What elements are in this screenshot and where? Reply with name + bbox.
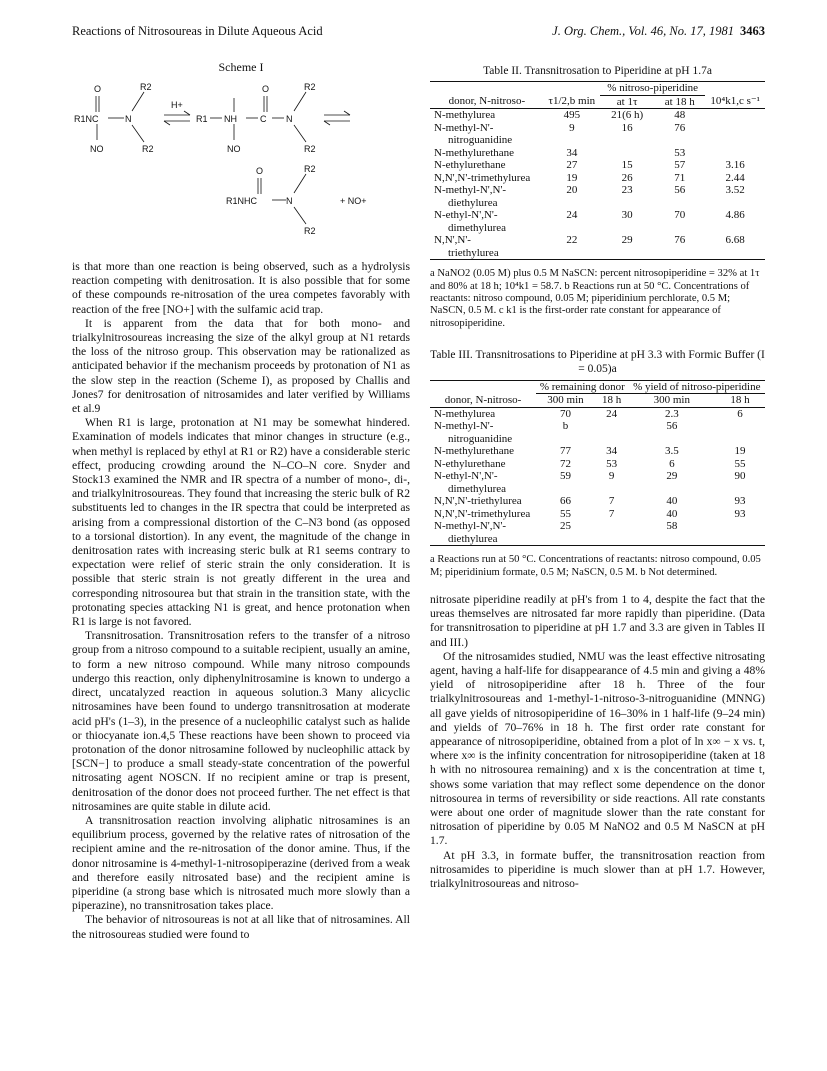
journal-citation: J. Org. Chem., Vol. 46, No. 17, 1981	[552, 24, 734, 38]
body-paragraph: nitrosate piperidine readily at pH's from 1 to 4, despite the fact that the ureas themselves are nitrosated far more rapidly than piperidine. (Data for transnitrosation to piperidine at pH 1.7 and 3.3 are given in Tables II and III.)	[430, 592, 765, 649]
scheme-atom: R2	[304, 144, 316, 155]
donor-cell	[430, 209, 544, 234]
scheme-atom: R1NHC	[226, 196, 258, 207]
donor-cell	[430, 234, 544, 260]
donor-name: N-ethylurethane	[434, 159, 506, 172]
table-ii-group-header: % nitroso-piperidine	[600, 82, 705, 96]
half-life-cell: 20	[566, 184, 578, 197]
table-ii-footnote: a NaNO2 (0.05 M) plus 0.5 M NaSCN: percent nitrosopiperidine = 32% at 1τ and 80% at 18 h; 10⁴k1 = 58.7. b Reactions run at 50 °C. Concentrations of reactants: nitroso compound, 0.05 M; piperidinium perchlorate, 0.5 M; NaSCN, 0.5 M. c k1 is the first-order rate constant for appearance of nitrosopiperidine.	[430, 268, 760, 329]
donor-cell	[430, 420, 536, 445]
table-ii-col-at-t: at 1τ	[616, 95, 638, 108]
table-iii-footnote: a Reactions run at 50 °C. Concentrations of reactants: nitroso compound, 0.05 M; piperidinium formate, 0.5 M; NaSCN, 0.5 M. b Not determined.	[430, 554, 761, 578]
table-iii	[430, 380, 765, 547]
half-life-cell: 19	[566, 171, 578, 184]
yield-1tau-cell: 21(6 h)	[611, 109, 644, 122]
donor-cell	[430, 172, 544, 185]
body-paragraph: Of the nitrosamides studied, NMU was the least effective nitrosating agent, having a half-life for disappearance of 4.5 min and giving a 48% yield of nitrosopiperidine after 18 h. Three of the four trialkylnitrosoureas and 1-methyl-1-nitroso-3-nitroguanidine (MNNG) all gave yields of nitrosopiperidine of 16–30% in 1 half-life (9–24 min) and yields of 70–76% in 18 h. The first order rate constant for appearance of nitrosopiperidine, obtained from a plot of ln x∞ − x vs. t, where x∞ is the infinity concentration for nitrosopiperidine (taken at 18 h with no nitrosourea remaining) and x is the concentration at time t, shows some variation that may reflect some dependence on the donor nitrosourea in terms of reversibility or side reactions. All rate constants were about one order of magnitude slower than the rate constant for nitrosation of piperidine by 0.05 M NaNO2 and 0.5 M NaSCN at pH 1.7.	[430, 649, 765, 848]
body-paragraph: It is apparent from the data that for both mono- and trialkylnitrosoureas increasing the size of the alkyl group at N1 retards the loss of the nitroso group. This observation may be rationalized as anticipated behavior if the mechanism proceeds by protonation of N1 as the slow step in the reaction (Scheme I), as proposed by Challis and Jones7 for denitrosation of nitrosamides and later verified by Williams et al.9	[72, 316, 410, 416]
yield-300-cell: 29	[666, 470, 678, 483]
table-row	[430, 407, 765, 420]
yield-18h-cell: 76	[674, 234, 686, 247]
table-ii-col-t: τ1/2,b min	[548, 95, 596, 108]
remaining-18h-cell: 9	[608, 470, 615, 483]
yield-300-cell: 58	[666, 520, 678, 533]
remaining-18h-cell: 24	[606, 407, 618, 420]
body-paragraph: At pH 3.3, in formate buffer, the transnitrosation reaction from nitrosamides to piperidine is much slower than at pH 1.7. However, trialkylnitrosoureas and nitroso-	[430, 848, 765, 891]
scheme-atom: R2	[304, 226, 316, 237]
table-iii-col-300: 300 min	[547, 394, 584, 407]
remaining-300-cell: 72	[559, 457, 571, 470]
donor-cell	[430, 407, 536, 420]
yield-300-cell: 3.5	[664, 445, 679, 458]
remaining-18h-cell	[595, 520, 629, 546]
donor-name-cont: triethylurea	[448, 246, 499, 259]
yield-1tau-cell: 16	[621, 121, 633, 134]
remaining-18h-cell: 7	[608, 495, 615, 508]
donor-cell	[430, 470, 536, 495]
donor-name-cont: nitroguanidine	[448, 134, 513, 147]
donor-name: N,N',N'-trimethylurea	[434, 171, 531, 184]
scheme-atom: N	[125, 114, 132, 125]
left-column	[72, 60, 410, 942]
donor-name: N-methyl-N'-	[434, 420, 494, 433]
yield-18h-cell: 19	[734, 445, 746, 458]
yield-300-cell: 6	[669, 457, 675, 470]
table-ii-col-donor: donor, N-nitroso-	[448, 95, 526, 108]
running-header-left: Reactions of Nitrosoureas in Dilute Aqueous Acid	[72, 24, 323, 38]
scheme-diagram	[72, 78, 410, 258]
half-life-cell: 9	[569, 121, 575, 134]
remaining-300-cell: 70	[559, 407, 571, 420]
scheme-atom: NO	[227, 144, 241, 155]
scheme-atom: NH	[224, 114, 237, 125]
donor-name: N,N',N'-triethylurea	[434, 495, 522, 508]
donor-cell	[430, 147, 544, 160]
table-row	[430, 470, 765, 495]
donor-name: N-ethyl-N',N'-	[434, 470, 498, 483]
table-row	[430, 458, 765, 471]
yield-1tau-cell	[600, 147, 654, 160]
table-iii-group-yield: % yield of nitroso-piperidine	[629, 380, 765, 394]
scheme-atom: R1	[196, 114, 208, 125]
half-life-cell: 495	[563, 109, 581, 122]
table-row	[430, 420, 765, 445]
table-row	[430, 234, 765, 260]
scheme-atom: N	[286, 196, 293, 207]
donor-name: N-methyl-N',N'-	[434, 184, 507, 197]
donor-cell	[430, 458, 536, 471]
scheme-title: Scheme I	[218, 60, 264, 74]
donor-name: N-ethylurethane	[434, 457, 506, 470]
body-paragraph: When R1 is large, protonation at N1 may be somewhat hindered. Examination of models indicates that minor changes in structure (e.g., when methyl is replaced by ethyl at R1 or R2) have a considerable steric effect, producing crowding around the N–CO–N core. Snyder and Stock13 examined the NMR and IR spectra of a number of mono-, di-, and trialkylnitrosoureas. They found that increasing the steric bulk of R2 substituents led to changes in the IR spectra that could be interpreted as arising from a compressional distortion of the C–N3 bond (as opposed to a torsional distortion). In any event, the magnitude of the change in denitrosation rates with increasing steric bulk at R1 seems contrary to expectation were relief of steric strain the only consideration. It is possible that steric strain is not greatly different in the urea and corresponding nitrosourea but that strain in the transition state, with the protonating species attacking N1 is great, and hence protonation when R1 is large is not favored.	[72, 416, 410, 629]
rate-constant-cell: 4.86	[725, 209, 745, 222]
table-ii	[430, 81, 765, 260]
remaining-18h-cell: 34	[606, 445, 618, 458]
table-row	[430, 495, 765, 508]
scheme-atom: R2	[142, 144, 154, 155]
yield-18h-cell: 6	[737, 407, 743, 420]
scheme-atom: C	[260, 114, 267, 125]
body-paragraph: The behavior of nitrosoureas is not at all like that of nitrosamines. All the nitrosoureas studied were found to	[72, 913, 410, 941]
donor-cell	[430, 445, 536, 458]
donor-name: N-methylurea	[434, 407, 496, 420]
scheme-atom: N	[286, 114, 293, 125]
table-iii-col-300: 300 min	[653, 394, 690, 407]
donor-name: N,N',N'-	[434, 234, 471, 247]
running-header-right	[552, 24, 765, 39]
yield-18h-cell: 90	[734, 470, 746, 483]
table-iii-group-remaining: % remaining donor	[536, 380, 628, 394]
rate-constant-cell: 3.52	[725, 184, 745, 197]
donor-cell	[430, 508, 536, 521]
rate-constant-cell	[705, 147, 765, 160]
body-paragraph: A transnitrosation reaction involving aliphatic nitrosamines is an equilibrium process, governed by the relative rates of nitrosation of the recipient amine and the re-nitrosation of the donor amine. Thus, if the donor nitrosamine is 4-methyl-1-nitrosopiperazine (derived from a weak and therefore easily nitrosated base) and the recipient amine is piperidine (a strong base which is nitrosated much more slowly than a piperazine), no transnitrosation takes place.	[72, 813, 410, 913]
scheme-atom: O	[262, 84, 270, 95]
half-life-cell: 24	[566, 209, 578, 222]
donor-cell	[430, 520, 536, 546]
yield-18h-cell: 70	[674, 209, 686, 222]
body-paragraph: is that more than one reaction is being observed, such as a hydrolysis reaction competing with denitrosation. It is also possible that for some of these compounds re-nitrosation of the urea competes favorably with reaction of the free [NO+] with the sulfamic acid trap.	[72, 260, 410, 316]
half-life-cell: 22	[566, 234, 578, 247]
yield-18h-cell: 56	[674, 184, 686, 197]
table-ii-col-k: 10⁴k1,c s⁻¹	[710, 95, 760, 108]
donor-cell	[430, 122, 544, 147]
scheme-atom: H+	[171, 100, 183, 111]
donor-name: N,N',N'-trimethylurea	[434, 507, 531, 520]
remaining-300-cell: 55	[559, 507, 571, 520]
donor-name: N-ethyl-N',N'-	[434, 209, 498, 222]
yield-18h-cell: 76	[674, 121, 686, 134]
yield-18h-cell: 53	[674, 146, 686, 159]
yield-18h-cell: 57	[674, 159, 686, 172]
table-row	[430, 209, 765, 234]
yield-1tau-cell: 26	[621, 171, 633, 184]
yield-1tau-cell: 23	[621, 184, 633, 197]
rate-constant-cell	[705, 122, 765, 147]
scheme-i	[72, 60, 410, 260]
table-row	[430, 520, 765, 546]
rate-constant-cell: 6.68	[725, 234, 745, 247]
donor-name: N-methylurethane	[434, 146, 515, 159]
donor-cell	[430, 109, 544, 122]
donor-name: N-methyl-N'-	[434, 121, 494, 134]
yield-18h-cell	[715, 520, 765, 546]
scheme-atom: O	[256, 166, 264, 177]
yield-300-cell: 40	[666, 495, 678, 508]
table-row	[430, 445, 765, 458]
donor-name: N-methylurea	[434, 109, 496, 122]
table-row	[430, 184, 765, 209]
yield-300-cell: 56	[666, 420, 678, 433]
remaining-300-cell: 59	[559, 470, 571, 483]
table-ii-col-18h: at 18 h	[664, 95, 695, 108]
yield-18h-cell: 48	[674, 109, 686, 122]
table-row	[430, 172, 765, 185]
table-iii-col-18h: 18 h	[730, 394, 750, 407]
yield-1tau-cell: 15	[621, 159, 633, 172]
yield-18h-cell: 93	[734, 495, 746, 508]
donor-cell	[430, 184, 544, 209]
remaining-300-cell: 66	[559, 495, 571, 508]
yield-1tau-cell: 29	[621, 234, 633, 247]
donor-name-cont: dimethylurea	[448, 221, 507, 234]
yield-18h-cell: 93	[734, 507, 746, 520]
page-number: 3463	[740, 24, 765, 38]
rate-constant-cell	[705, 109, 765, 122]
scheme-atom: R2	[304, 164, 316, 175]
donor-name: N-methyl-N',N'-	[434, 520, 507, 533]
table-iii-title: Table III. Transnitrosations to Piperidine at pH 3.3 with Formic Buffer (I = 0.05)a	[430, 349, 765, 376]
yield-18h-cell: 71	[674, 171, 686, 184]
remaining-18h-cell: 53	[606, 457, 618, 470]
donor-cell	[430, 495, 536, 508]
scheme-atom: R1NC	[74, 114, 99, 125]
table-row	[430, 122, 765, 147]
scheme-atom: R2	[140, 82, 152, 93]
donor-cell	[430, 159, 544, 172]
scheme-atom: O	[94, 84, 102, 95]
remaining-300-cell: b	[562, 420, 569, 433]
table-row	[430, 109, 765, 122]
table-iii-col-18h: 18 h	[602, 394, 622, 407]
remaining-300-cell: 77	[559, 445, 571, 458]
rate-constant-cell: 2.44	[725, 171, 745, 184]
remaining-300-cell: 25	[559, 520, 571, 533]
half-life-cell: 27	[566, 159, 578, 172]
yield-1tau-cell: 30	[621, 209, 633, 222]
body-paragraph: Transnitrosation. Transnitrosation refers to the transfer of a nitroso group from a nitroso compound to a suitable recipient, usually an amine, to form a new nitroso compound. While many nitroso compounds undergo this reaction, only diphenylnitrosamine is known to undergo a direct, uncatalyzed reaction in aqueous solution.3 Many alicyclic nitrosamines have been found to undergo transnitrosation at moderate acid pH's (1–3), in the presence of a nucleophilic catalyst such as halide or thiocyanate ion.4,5 These reactions have been shown to proceed via protonation of the donor nitrosamine followed by nucleophilic attack by [SCN−] to produce a small steady-state concentration of the powerful nitrosating agent NOSCN. If no recipient amine or trap is present, denitrosation of the donor does not proceed further. The net effect is that nitrosamines are quite stable in dilute acid.	[72, 629, 410, 813]
remaining-18h-cell	[595, 420, 629, 445]
yield-18h-cell	[715, 420, 765, 445]
table-ii-title: Table II. Transnitrosation to Piperidine at pH 1.7a	[483, 65, 712, 77]
yield-300-cell: 40	[666, 507, 678, 520]
donor-name-cont: nitroguanidine	[448, 432, 513, 445]
donor-name-cont: diethylurea	[448, 196, 498, 209]
remaining-18h-cell: 7	[608, 507, 615, 520]
scheme-atom: NO	[90, 144, 104, 155]
table-row	[430, 508, 765, 521]
table-row	[430, 147, 765, 160]
donor-name: N-methylurethane	[434, 445, 515, 458]
yield-300-cell: 2.3	[664, 407, 679, 420]
scheme-atom: R2	[304, 82, 316, 93]
donor-name-cont: diethylurea	[448, 532, 498, 545]
scheme-atom: + NO+	[340, 196, 367, 207]
right-column	[430, 60, 765, 891]
rate-constant-cell: 3.16	[725, 159, 745, 172]
table-row	[430, 159, 765, 172]
yield-18h-cell: 55	[734, 457, 746, 470]
donor-name-cont: dimethylurea	[448, 482, 507, 495]
table-iii-col-donor: donor, N-nitroso-	[444, 393, 522, 406]
half-life-cell: 34	[566, 146, 578, 159]
